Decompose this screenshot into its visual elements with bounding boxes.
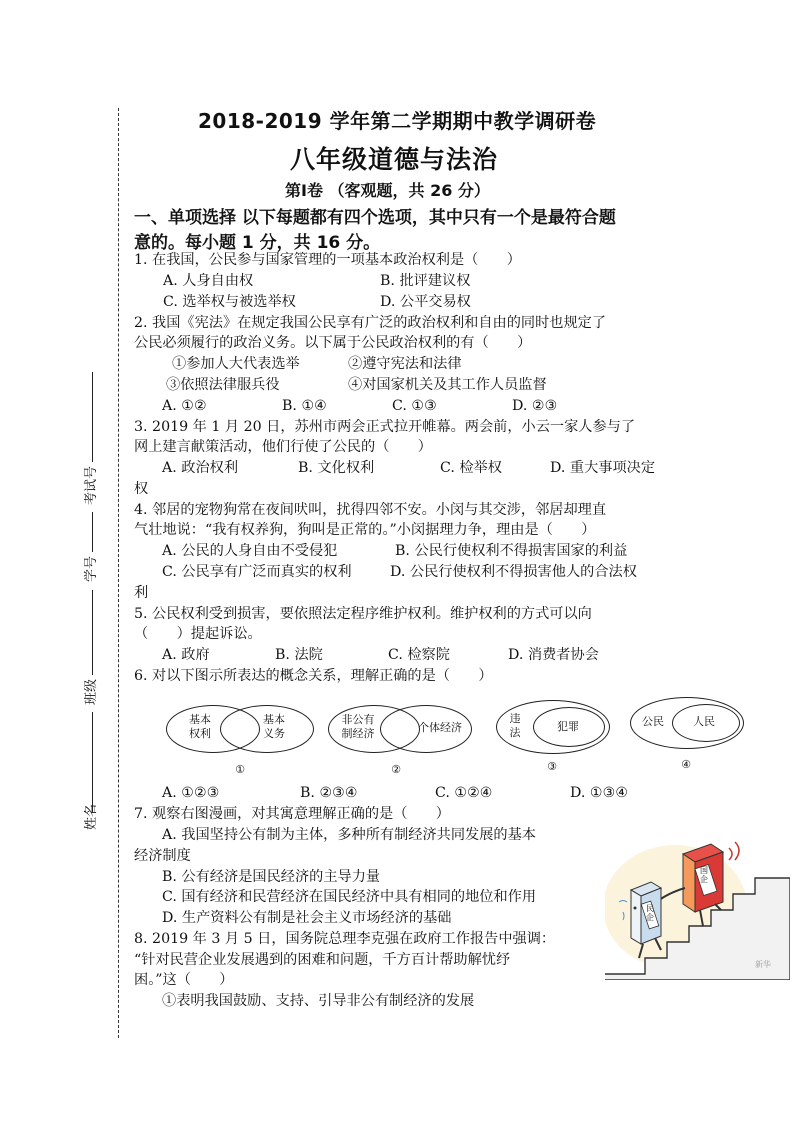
q4-stem-line2: 气壮地说：“我有权养狗，狗叫是正常的。”小闵据理力争，理由是（ ）: [134, 522, 596, 538]
q8-stem-line1: 8. 2019 年 3 月 5 日，国务院总理李克强在政府工作报告中强调：: [134, 931, 556, 947]
exam-title: 2018-2019 学年第二学期期中教学调研卷: [198, 109, 597, 133]
section-heading-line2: 意的。每小题 1 分，共 16 分。: [134, 233, 381, 253]
q4-option-b: B. 公民行使权利不得损害国家的利益: [395, 543, 628, 559]
q7-option-b: B. 公有经济是国民经济的主导力量: [162, 869, 381, 885]
exam-no-label: 考试号: [84, 465, 99, 505]
q6-option-d: D. ①③④: [570, 785, 629, 801]
student-no-label: 学号: [84, 555, 99, 582]
q4-option-a: A. 公民的人身自由不受侵犯: [162, 543, 338, 559]
q3-option-b: B. 文化权利: [298, 460, 375, 476]
cartoon-back-label: 国企: [700, 866, 708, 884]
q3-stem-line1: 3. 2019 年 1 月 20 日，苏州市两会正式拉开帷幕。两会前，小云一家人参与了: [134, 419, 636, 435]
q7-option-a-line1: A. 我国坚持公有制为主体，多种所有制经济共同发展的基本: [162, 827, 536, 843]
cartoon-image: [605, 832, 790, 980]
q3-option-c: C. 检举权: [440, 460, 502, 476]
q6-stem: 6. 对以下图示所表达的概念关系，理解正确的是（ ）: [134, 668, 493, 684]
class-line: [92, 590, 93, 675]
q8-stem-line2: “针对民营企业发展遇到的困难和问题，千方百计帮助解忧纾: [134, 952, 511, 968]
diagram-3-number: ③: [547, 760, 557, 773]
subject-title: 八年级道德与法治: [290, 145, 499, 174]
q2-option-c: C. ①③: [392, 398, 437, 414]
q2-item-1: ①参加人大代表选举: [172, 356, 300, 372]
diagram-2-right-label: 个体经济: [418, 721, 462, 734]
q8-stem-line3: 困。”这（ ）: [134, 972, 234, 988]
q7-option-c: C. 国有经济和民营经济在国民经济中具有相同的地位和作用: [162, 889, 537, 905]
q2-item-4: ④对国家机关及其工作人员监督: [348, 377, 547, 393]
section-heading-line1: 一、单项选择 以下每题都有四个选项，其中只有一个是最符合题: [134, 208, 616, 228]
q7-option-d: D. 生产资料公有制是社会主义市场经济的基础: [162, 910, 452, 926]
q2-option-d: D. ②③: [512, 398, 558, 414]
diagram-1-number: ①: [235, 763, 245, 776]
q2-option-a: A. ①②: [162, 398, 207, 414]
q3-option-d: D. 重大事项决定: [550, 460, 656, 476]
q2-option-b: B. ①④: [282, 398, 327, 414]
q2-item-2: ②遵守宪法和法律: [348, 356, 462, 372]
q8-item-1: ①表明我国鼓励、支持、引导非公有制经济的发展: [162, 993, 475, 1009]
diagram-2-number: ②: [391, 763, 401, 776]
q5-option-d: D. 消费者协会: [508, 647, 599, 663]
diagram-2-left-label: 非公有 制经济: [341, 713, 375, 740]
q2-item-3: ③依照法律服兵役: [166, 377, 280, 393]
binding-dashed-line: [118, 108, 119, 1038]
class-label: 班级: [84, 678, 99, 705]
name-label: 姓名: [84, 803, 99, 830]
q1-option-d: D. 公平交易权: [380, 294, 471, 310]
q5-stem-line2: （ ）提起诉讼。: [134, 626, 262, 642]
q3-option-d-wrap: 权: [134, 481, 149, 497]
diagram-3-inner-label: 犯罪: [557, 720, 579, 733]
cartoon-watermark: 新华: [755, 960, 771, 969]
q2-stem-line1: 2. 我国《宪法》在规定我国公民享有广泛的政治权利和自由的同时也规定了: [134, 315, 607, 331]
q5-option-c: C. 检察院: [388, 647, 450, 663]
diagram-4-number: ④: [681, 758, 691, 771]
part-title: 第Ⅰ卷 （客观题，共 26 分）: [285, 181, 490, 200]
q6-option-c: C. ①②④: [435, 785, 493, 801]
diagram-1-right-label: 基本 义务: [263, 713, 285, 740]
q3-stem-line2: 网上建言献策活动，他们行使了公民的（ ）: [134, 439, 432, 455]
q5-stem-line1: 5. 公民权利受到损害，要依照法定程序维护权利。维护权利的方式可以向: [134, 606, 592, 622]
diagram-4-inner-label: 人民: [693, 715, 715, 728]
exam-no-line: [92, 372, 93, 462]
diagram-1-left-label: 基本 权利: [189, 713, 211, 740]
q5-option-a: A. 政府: [162, 647, 210, 663]
name-line: [92, 712, 93, 812]
q5-option-b: B. 法院: [275, 647, 323, 663]
q1-option-b: B. 批评建议权: [380, 273, 471, 289]
q4-option-c: C. 公民享有广泛而真实的权利: [162, 564, 352, 580]
q1-stem: 1. 在我国，公民参与国家管理的一项基本政治权利是（ ）: [134, 252, 521, 268]
q7-stem: 7. 观察右图漫画，对其寓意理解正确的是（ ）: [134, 806, 450, 822]
q4-stem-line1: 4. 邻居的宠物狗常在夜间吠叫，扰得四邻不安。小闵与其交涉，邻居却理直: [134, 502, 607, 518]
q4-option-d: D. 公民行使权利不得损害他人的合法权: [390, 564, 637, 580]
q1-option-a: A. 人身自由权: [163, 273, 254, 289]
q7-option-a-line2: 经济制度: [134, 848, 191, 864]
q4-option-d-wrap: 利: [134, 585, 149, 601]
q1-option-c: C. 选举权与被选举权: [163, 294, 296, 310]
q2-stem-line2: 公民必须履行的政治义务。以下属于公民政治权利的有（ ）: [134, 335, 532, 351]
q6-option-b: B. ②③④: [300, 785, 358, 801]
cartoon-front-label: 民企: [646, 904, 654, 922]
diagram-4-outer-label: 公民: [642, 715, 664, 728]
student-no-line: [92, 512, 93, 552]
q6-option-a: A. ①②③: [162, 785, 220, 801]
q3-option-a: A. 政治权利: [162, 460, 239, 476]
diagram-3-outer-label: 违 法: [509, 712, 521, 739]
